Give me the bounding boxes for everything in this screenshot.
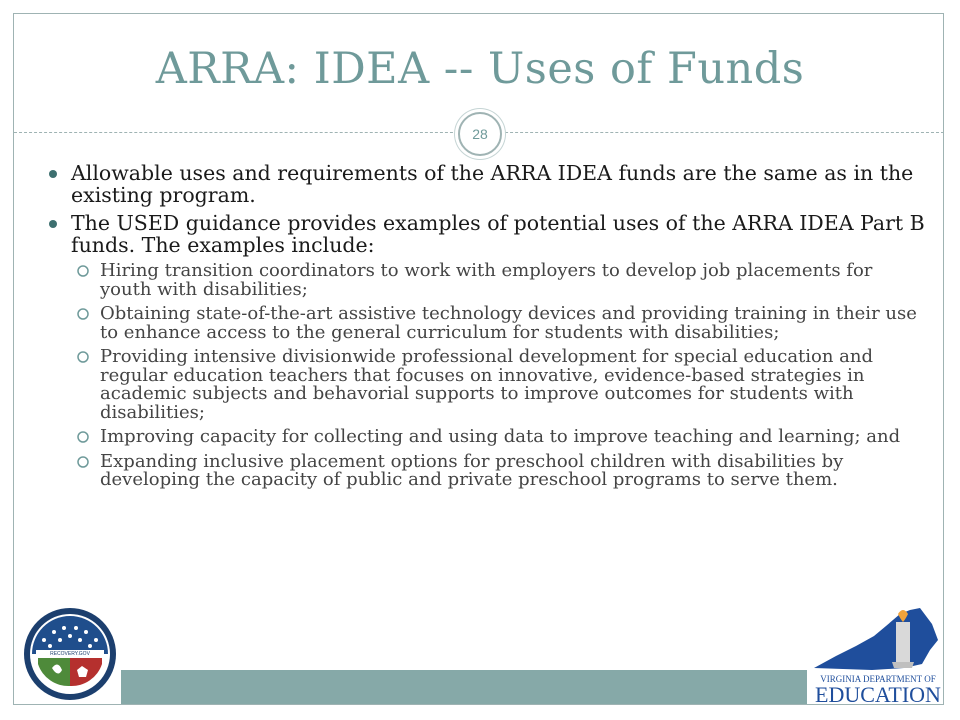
bullet-text: The USED guidance provides examples of potential uses of the ARRA IDEA Part B funds. The examples include: (71, 211, 925, 257)
sub-bullet-item (46, 262, 926, 299)
sub-bullet-item (46, 348, 926, 422)
recovery-gov-text: RECOVERY.GOV (50, 651, 90, 657)
sub-bullet-text: Improving capacity for collecting and using data to improve teaching and learning; and (100, 426, 901, 447)
footer-bar (121, 670, 807, 704)
vdoe-line2: EDUCATION (815, 682, 941, 706)
bullet-dot-icon (49, 220, 57, 228)
bullet-text: Allowable uses and requirements of the ARRA IDEA funds are the same as in the existing program. (71, 161, 914, 207)
slide-number-badge (458, 112, 502, 156)
sub-bullet-item (46, 450, 926, 490)
sub-bullet-text: Hiring transition coordinators to work with employers to develop job placements for youth with disabilities; (100, 260, 873, 300)
ring-bullet-icon (76, 350, 90, 364)
virginia-doe-logo (812, 606, 944, 706)
slide-content (46, 162, 926, 496)
bullet-item (46, 212, 926, 256)
sub-bullet-item (46, 428, 926, 447)
sub-bullet-item (46, 305, 926, 342)
vdoe-line1: VIRGINIA DEPARTMENT OF (820, 674, 936, 684)
ring-bullet-icon (76, 455, 90, 469)
sub-bullet-text: Expanding inclusive placement options for preschool children with disabilities by developing the capacity of public and private preschool programs to serve them. (100, 450, 844, 490)
slide-title: ARRA: IDEA -- Uses of Funds (155, 44, 805, 94)
sub-bullet-text: Obtaining state-of-the-art assistive technology devices and providing training in their use to enhance access to the general curriculum for students with disabilities; (100, 303, 917, 343)
ring-bullet-icon (76, 430, 90, 444)
sub-bullet-text: Providing intensive divisionwide professional development for special education and regular education teachers that focuses on innovative, evidence-based strategies in academic subjects and behavorial supports to improve outcomes for students with disabilities; (100, 346, 874, 423)
bullet-dot-icon (49, 170, 57, 178)
bullet-item (46, 162, 926, 206)
recovery-gov-logo (22, 606, 118, 702)
ring-bullet-icon (76, 264, 90, 278)
ring-bullet-icon (76, 307, 90, 321)
slide-number: 28 (472, 126, 488, 142)
